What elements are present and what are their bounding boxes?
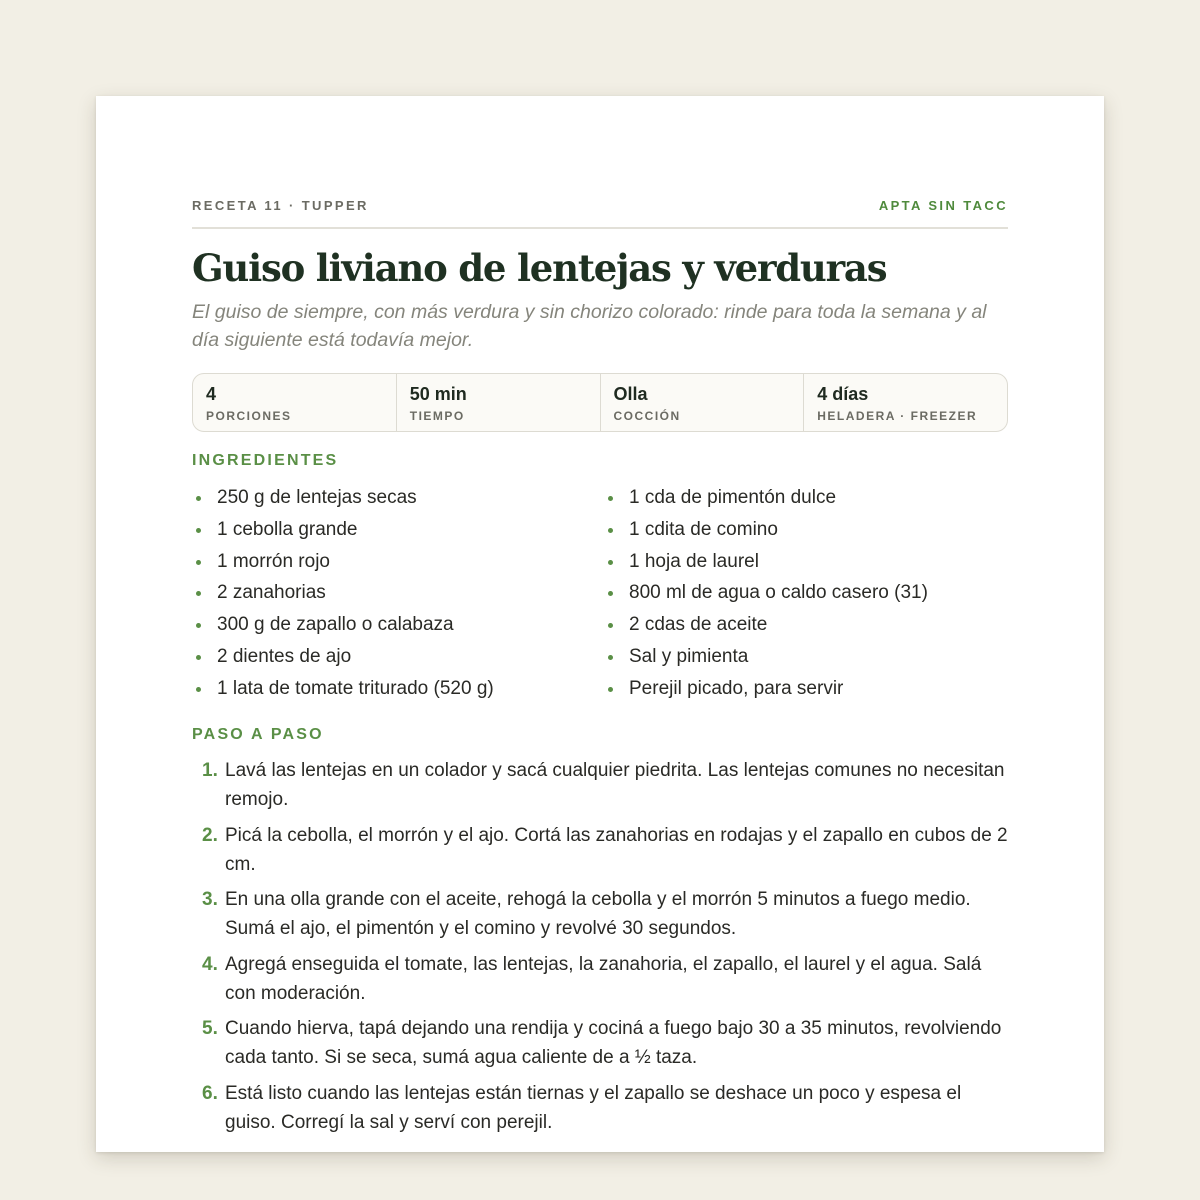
step-text: Picá la cebolla, el morrón y el ajo. Cortá las zanahorias en rodajas y el zapallo en cubos de 2 cm. xyxy=(225,824,1008,875)
step-number: 2. xyxy=(202,824,218,846)
ingredient-item xyxy=(192,547,592,579)
stat-time xyxy=(397,374,601,431)
stat-storage xyxy=(804,374,1007,431)
steps-list xyxy=(192,756,1008,1143)
bullet-icon xyxy=(196,655,201,660)
ingredient-item xyxy=(192,578,592,610)
step-text: En una olla grande con el aceite, rehogá la cebolla y el morrón 5 minutos a fuego medio. Sumá el ajo, el pimentón y el comino y revolvé 30 segundos. xyxy=(225,889,971,939)
stat-label: TIEMPO xyxy=(409,409,465,423)
ingredient-text: 300 g de zapallo o calabaza xyxy=(217,614,454,636)
ingredient-text: 250 g de lentejas secas xyxy=(217,487,417,508)
stat-label: HELADERA · FREEZER xyxy=(817,409,978,423)
header-divider xyxy=(192,227,1008,229)
step-text: Está listo cuando las lentejas están tiernas y el zapallo se deshace un poco y espesa el guiso. Corregí la sal y serví con perejil. xyxy=(225,1082,962,1133)
stat-value: Olla xyxy=(613,384,648,404)
step-number: 1. xyxy=(202,760,218,781)
gluten-free-badge: APTA SIN TACC xyxy=(878,198,1008,213)
bullet-icon xyxy=(196,560,201,565)
step-item xyxy=(192,1079,1008,1137)
step-item xyxy=(192,885,1008,943)
step-item xyxy=(192,950,1008,1008)
ingredient-text: 800 ml de agua o caldo casero (31) xyxy=(629,582,928,604)
bullet-icon xyxy=(608,655,613,660)
bullet-icon xyxy=(608,528,613,533)
ingredient-item xyxy=(604,610,1004,642)
ingredient-text: 2 cdas de aceite xyxy=(629,614,768,636)
bullet-icon xyxy=(608,687,613,692)
stat-value: 4 días xyxy=(817,384,869,404)
stat-value: 4 xyxy=(206,384,217,404)
ingredients-list-left xyxy=(192,483,592,706)
recipe-subtitle: El guiso de siempre, con más verdura y sin chorizo colorado: rinde para toda la semana y al día siguiente está todavía mejor. xyxy=(192,301,987,351)
ingredient-text: 2 dientes de ajo xyxy=(217,645,352,667)
ingredient-text: 1 hoja de laurel xyxy=(629,550,759,572)
bullet-icon xyxy=(608,496,613,501)
ingredient-item xyxy=(604,547,1004,579)
stat-servings xyxy=(193,374,397,431)
steps-heading: PASO A PASO xyxy=(192,726,324,743)
step-text: Cuando hierva, tapá dejando una rendija y cociná a fuego bajo 30 a 35 minutos, revolviendo cada tanto. Si se seca, sumá agua caliente de a ½ taza. xyxy=(225,1018,1002,1068)
stat-value: 50 min xyxy=(409,384,467,404)
bullet-icon xyxy=(196,687,201,692)
step-text: Agregá enseguida el tomate, las lentejas, la zanahoria, el zapallo, el laurel y el agua. Salá con moderación. xyxy=(225,953,982,1004)
step-number: 3. xyxy=(202,889,218,910)
ingredient-item xyxy=(604,483,1004,515)
recipe-header xyxy=(192,198,1008,213)
ingredient-item xyxy=(604,674,1004,706)
ingredient-text: Perejil picado, para servir xyxy=(629,677,844,699)
ingredient-text: 1 morrón rojo xyxy=(217,550,330,572)
recipe-stats xyxy=(192,373,1008,432)
ingredient-text: Sal y pimienta xyxy=(629,645,749,667)
ingredients-list-right xyxy=(604,483,1004,706)
ingredient-item xyxy=(192,483,592,515)
ingredient-text: 1 cebolla grande xyxy=(217,518,358,540)
bullet-icon xyxy=(608,623,613,628)
step-item xyxy=(192,756,1008,814)
ingredient-item xyxy=(192,610,592,642)
stat-label: COCCIÓN xyxy=(613,409,681,423)
step-item xyxy=(192,1014,1008,1072)
bullet-icon xyxy=(196,591,201,596)
ingredient-item xyxy=(192,642,592,674)
recipe-card xyxy=(96,96,1104,1152)
ingredient-item xyxy=(192,515,592,547)
ingredient-item xyxy=(192,674,592,706)
stat-label: PORCIONES xyxy=(206,409,292,423)
ingredient-item xyxy=(604,515,1004,547)
step-item xyxy=(192,821,1008,879)
step-number: 5. xyxy=(202,1018,218,1039)
step-number: 4. xyxy=(202,953,218,975)
ingredient-text: 1 lata de tomate triturado (520 g) xyxy=(217,677,494,699)
recipe-title: Guiso liviano de lentejas y verduras xyxy=(192,246,887,290)
stat-cooking xyxy=(601,374,805,431)
step-number: 6. xyxy=(202,1082,218,1104)
bullet-icon xyxy=(196,528,201,533)
ingredient-item xyxy=(604,578,1004,610)
ingredient-text: 2 zanahorias xyxy=(217,582,326,604)
recipe-kicker: RECETA 11 · TUPPER xyxy=(192,198,369,213)
ingredient-text: 1 cda de pimentón dulce xyxy=(629,487,837,508)
step-text: Lavá las lentejas en un colador y sacá cualquier piedrita. Las lentejas comunes no necesitan remojo. xyxy=(225,760,1005,810)
bullet-icon xyxy=(196,496,201,501)
ingredients-heading: INGREDIENTES xyxy=(192,452,339,469)
bullet-icon xyxy=(608,560,613,565)
ingredient-text: 1 cdita de comino xyxy=(629,518,778,540)
bullet-icon xyxy=(196,623,201,628)
bullet-icon xyxy=(608,591,613,596)
ingredient-item xyxy=(604,642,1004,674)
